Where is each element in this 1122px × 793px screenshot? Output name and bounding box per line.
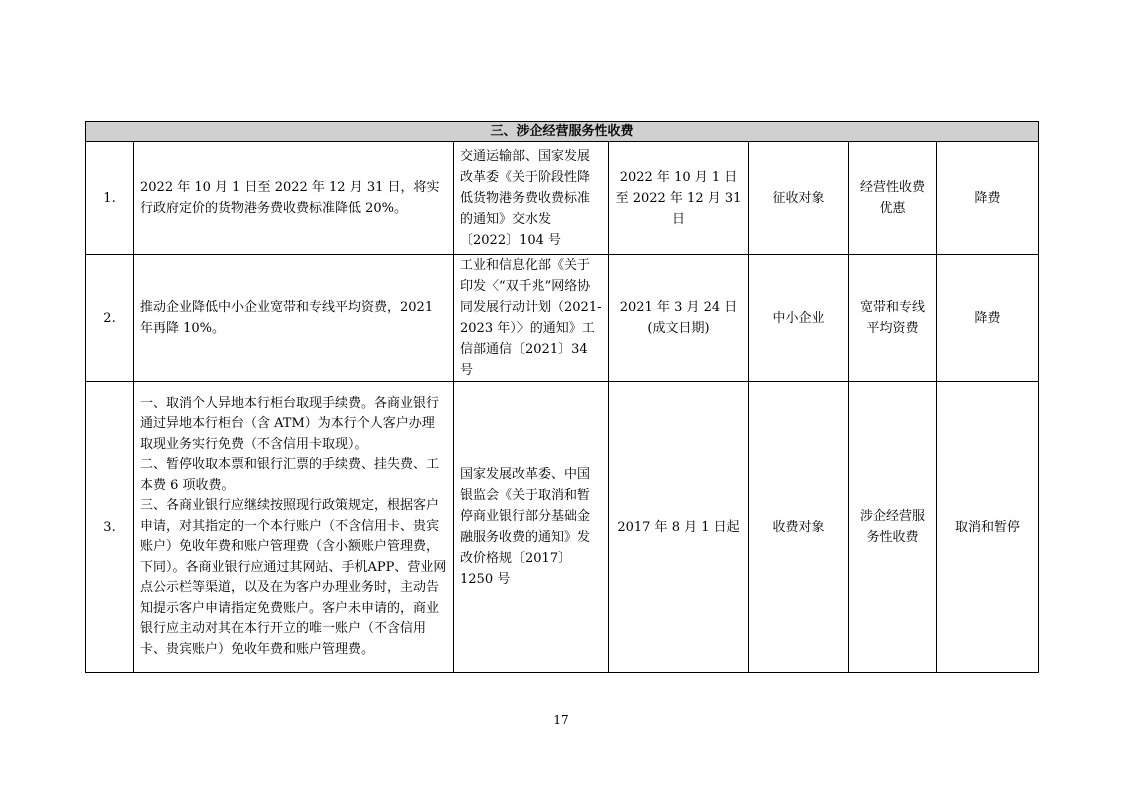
table-row <box>86 142 1039 255</box>
beneficiary: 征收对象 <box>749 142 849 255</box>
effective-period: 2022 年 10 月 1 日至 2022 年 12 月 31 日 <box>609 142 749 255</box>
fee-category: 涉企经营服务性收费 <box>849 382 937 673</box>
measure-content: 2022 年 10 月 1 日至 2022 年 12 月 31 日，将实行政府定价的货物港务费收费标准降低 20%。 <box>134 142 454 255</box>
fee-table <box>85 121 1039 673</box>
beneficiary: 收费对象 <box>749 382 849 673</box>
beneficiary: 中小企业 <box>749 255 849 382</box>
section-header-row <box>86 122 1039 142</box>
measure-type: 降费 <box>937 142 1039 255</box>
effective-period: 2017 年 8 月 1 日起 <box>609 382 749 673</box>
fee-category: 经营性收费优惠 <box>849 142 937 255</box>
measure-type: 取消和暂停 <box>937 382 1039 673</box>
row-number: 1. <box>86 142 134 255</box>
policy-basis: 交通运输部、国家发展改革委《关于阶段性降低货物港务费收费标准的通知》交水发〔2022〕104 号 <box>454 142 609 255</box>
measure-type: 降费 <box>937 255 1039 382</box>
effective-period: 2021 年 3 月 24 日(成文日期) <box>609 255 749 382</box>
policy-basis: 国家发展改革委、中国银监会《关于取消和暂停商业银行部分基础金融服务收费的通知》发改价格规〔2017〕1250 号 <box>454 382 609 673</box>
fee-category: 宽带和专线平均资费 <box>849 255 937 382</box>
measure-content: 推动企业降低中小企业宽带和专线平均资费，2021 年再降 10%。 <box>134 255 454 382</box>
table-row <box>86 255 1039 382</box>
page-number: 17 <box>553 713 569 727</box>
row-number: 3. <box>86 382 134 673</box>
table-row <box>86 382 1039 673</box>
policy-basis: 工业和信息化部《关于印发〈“双千兆”网络协同发展行动计划（2021-2023 年）〉的通知》工信部通信〔2021〕34 号 <box>454 255 609 382</box>
measure-content: 一、取消个人异地本行柜台取现手续费。各商业银行通过异地本行柜台（含 ATM）为本行个人客户办理取现业务实行免费（不含信用卡取现）。 二、暂停收取本票和银行汇票的手续费、挂失费、工本费 6 项收费。 三、各商业银行应继续按照现行政策规定，根据客户申请，对其指定的一个本行账户（不含信用卡、贵宾账户）免收年费和账户管理费（含小额账户管理费，下同）。各商业银行应通过其网站、手机APP、营业网点公示栏等渠道，以及在为客户办理业务时，主动告知提示客户申请指定免费账户。客户未申请的，商业银行应主动对其在本行开立的唯一账户（不含信用卡、贵宾账户）免收年费和账户管理费。 <box>134 382 454 673</box>
section-title: 三、涉企经营服务性收费 <box>86 122 1039 142</box>
row-number: 2. <box>86 255 134 382</box>
